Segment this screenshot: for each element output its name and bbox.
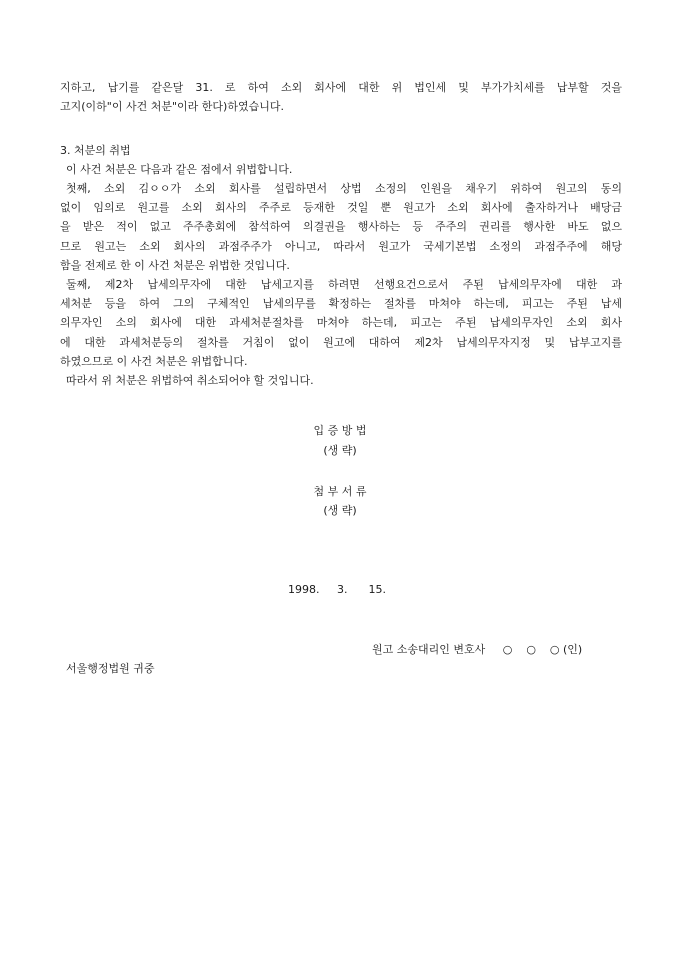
second-reason-line: 하였으므로 이 사건 처분은 위법합니다. [60,354,248,368]
first-reason-line: 없이 임의로 원고를 소외 회사의 주주로 등재한 것일 뿐 원고가 소외 회사에 출자하거나 배당금 [60,201,622,215]
intro-line: 고지(이하"이 사건 처분"이라 한다)하였습니다. [60,100,284,114]
section-heading: 3. 처분의 취법 [60,143,131,157]
attachments-title: 첨 부 서 류 [313,485,367,498]
document-body [60,78,622,390]
document-date: 1998. 3. 15. [288,583,386,596]
signature-line: 원고 소송대리인 변호사 ○ ○ ○ (인) [372,643,583,656]
section-lead: 이 사건 처분은 다음과 같은 점에서 위법합니다. [66,162,293,176]
conclusion: 따라서 위 처분은 위법하여 취소되어야 할 것입니다. [66,374,314,388]
second-reason-line: 에 대한 과세처분등의 절차를 거침이 없이 원고에 대하여 제2차 납세의무자지정 및 납부고지를 [60,335,622,349]
first-reason-line: 므로 원고는 소외 회사의 과점주주가 아니고, 따라서 원고가 국세기본법 소정의 과점주주에 해당 [60,239,622,253]
second-reason-line: 둘째, 제2차 납세의무자에 대한 납세고지를 하려면 선행요건으로서 주된 납세의무자에 대한 과 [66,278,622,292]
second-reason-line: 의무자인 소의 회사에 대한 과세처분절차를 마쳐야 하는데, 피고는 주된 납세의무자인 소외 회사 [60,316,622,330]
first-reason-line: 을 받은 적이 없고 주주총회에 참석하여 의결권을 행사하는 등 주주의 권리를 행사한 바도 없으 [60,220,622,234]
evidence-title: 입 증 방 법 [313,424,367,437]
court-addressee: 서울행정법원 귀중 [66,662,155,675]
attachments-note: (생 략) [323,504,357,517]
first-reason-line: 첫째, 소외 김ㅇㅇ가 소외 회사를 설립하면서 상법 소정의 인원을 채우기 위하여 원고의 동의 [66,182,622,195]
evidence-note: (생 략) [323,444,357,457]
first-reason-line: 함을 전제로 한 이 사건 처분은 위법한 것입니다. [60,258,290,272]
intro-line: 지하고, 납기를 같은달 31. 로 하여 소외 회사에 대한 위 법인세 및 부가가치세를 납부할 것을 [60,81,622,94]
second-reason-line: 세처분 등을 하여 그의 구체적인 납세의무를 확정하는 절차를 마쳐야 하는데, 피고는 주된 납세 [60,297,622,311]
